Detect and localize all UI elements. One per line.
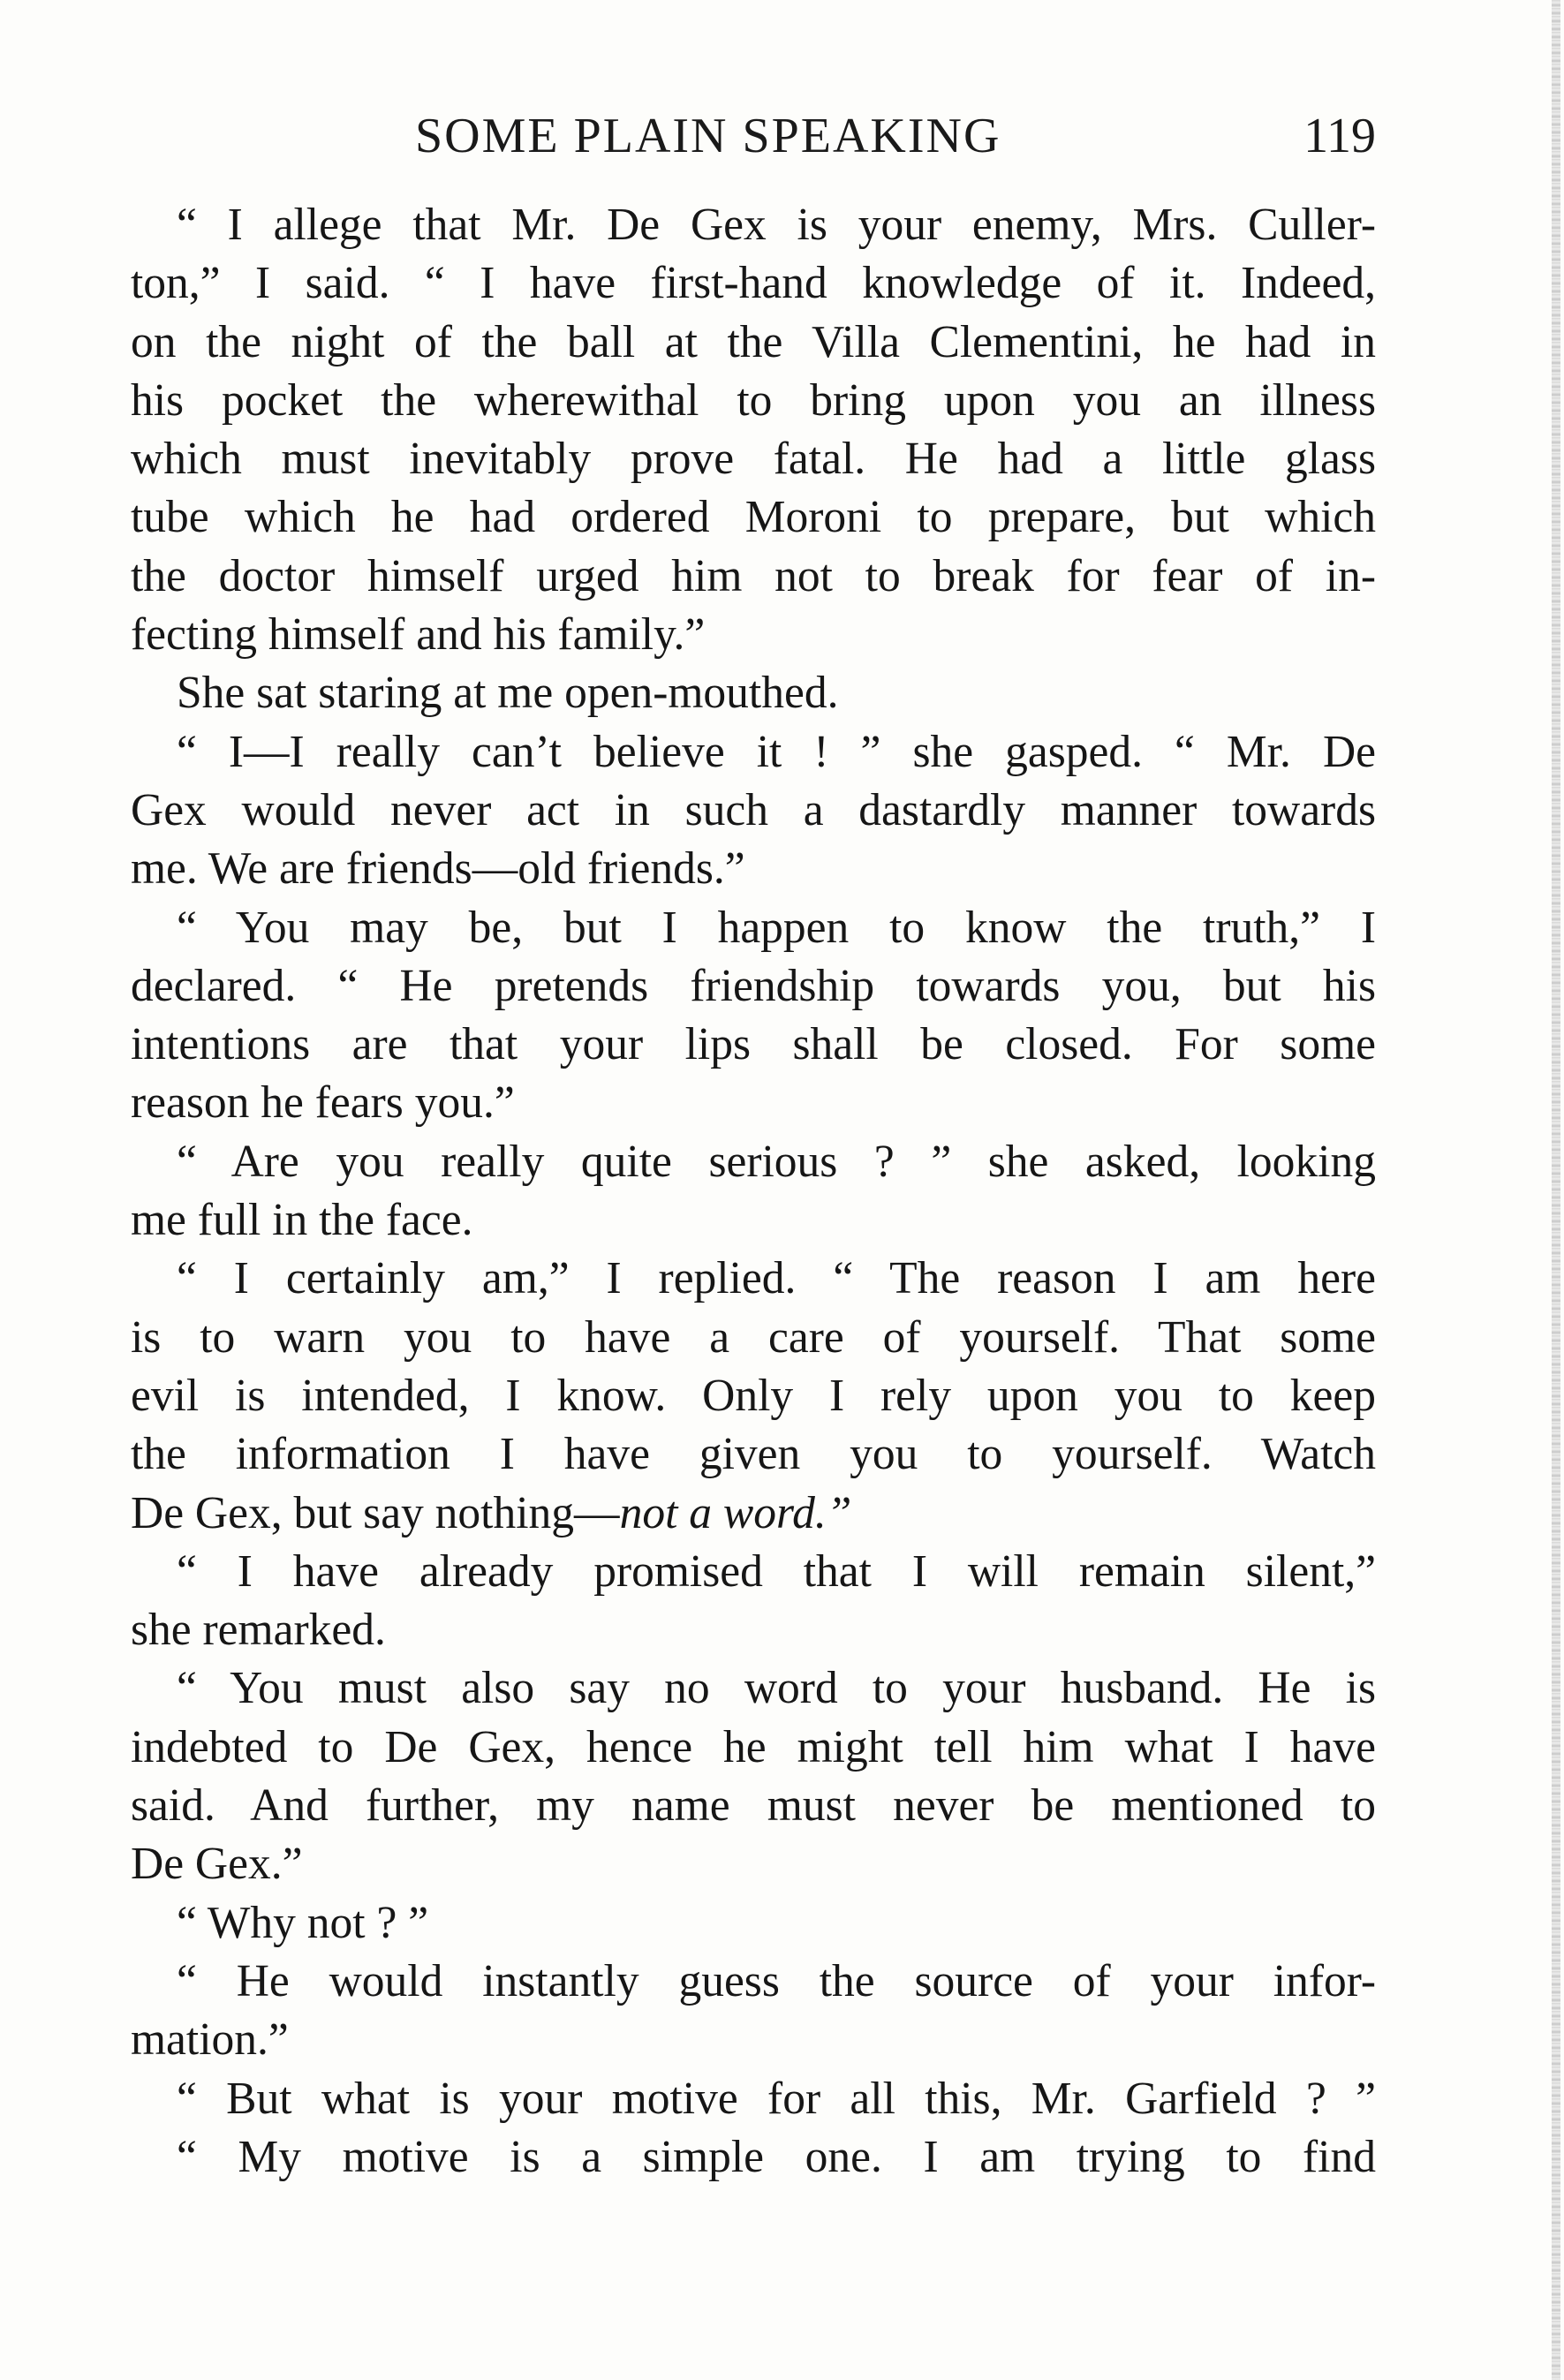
text-line: is to warn you to have a care of yourself. That some	[131, 1311, 1376, 1363]
text-line: evil is intended, I know. Only I rely upon you to keep	[131, 1370, 1376, 1421]
text-line: me. We are friends—old friends.”	[131, 843, 745, 895]
text-line: mation.”	[131, 2014, 289, 2066]
text-line: tube which he had ordered Moroni to prepare, but which	[131, 492, 1376, 543]
text-line: “ You must also say no word to your husband. He is	[177, 1663, 1376, 1714]
text-line: intentions are that your lips shall be closed. For some	[131, 1019, 1376, 1070]
text-line: which must inevitably prove fatal. He had a little glass	[131, 434, 1376, 485]
text-line: De Gex.”	[131, 1839, 303, 1890]
page-edge-shadow	[1552, 0, 1560, 2380]
text-line: “ You may be, but I happen to know the truth,” I	[177, 902, 1376, 953]
text-line: she remarked.	[131, 1605, 386, 1656]
text-line: “ I allege that Mr. De Gex is your enemy, Mrs. Culler-	[177, 200, 1376, 250]
text-line: fecting himself and his family.”	[131, 609, 706, 661]
text-line: “ Why not ? ”	[177, 1897, 429, 1948]
chapter-title: SOME PLAIN SPEAKING	[415, 109, 1001, 163]
italic-phrase: not a word.”	[619, 1487, 852, 1538]
text-line-roman: De Gex, but say nothing—	[131, 1487, 620, 1538]
text-line: She sat staring at me open-mouthed.	[177, 668, 839, 719]
body-text	[131, 196, 1376, 2187]
text-line: his pocket the wherewithal to bring upon you an illness	[131, 374, 1376, 426]
text-line: reason he fears you.”	[131, 1077, 515, 1129]
text-line: on the night of the ball at the Villa Clementini, he had in	[131, 316, 1376, 367]
page-number: 119	[1303, 109, 1376, 163]
text-line: “ I have already promised that I will remain silent,”	[177, 1545, 1376, 1597]
text-line: “ He would instantly guess the source of your infor-	[177, 1955, 1376, 2006]
text-line: “ Are you really quite serious ? ” she asked, looking	[177, 1136, 1376, 1187]
text-line: ton,” I said. “ I have first-hand knowledge of it. Indeed,	[131, 258, 1376, 309]
text-line: the doctor himself urged him not to break for fear of in-	[131, 550, 1376, 601]
text-line: me full in the face.	[131, 1195, 473, 1246]
text-line	[131, 1485, 1376, 1543]
text-line: declared. “ He pretends friendship towards you, but his	[131, 960, 1376, 1011]
text-line: “ But what is your motive for all this, Mr. Garfield ? ”	[177, 2073, 1376, 2124]
text-line: said. And further, my name must never be mentioned to	[131, 1780, 1376, 1832]
text-line: “ I—I really can’t believe it ! ” she gasped. “ Mr. De	[177, 726, 1376, 777]
running-head	[131, 108, 1376, 178]
text-line: Gex would never act in such a dastardly manner towards	[131, 784, 1376, 835]
text-line: the information I have given you to yourself. Watch	[131, 1429, 1376, 1480]
text-line: indebted to De Gex, hence he might tell him what I have	[131, 1721, 1376, 1772]
text-line: “ I certainly am,” I replied. “ The reason I am here	[177, 1253, 1376, 1304]
text-line: “ My motive is a simple one. I am trying to find	[177, 2131, 1376, 2182]
